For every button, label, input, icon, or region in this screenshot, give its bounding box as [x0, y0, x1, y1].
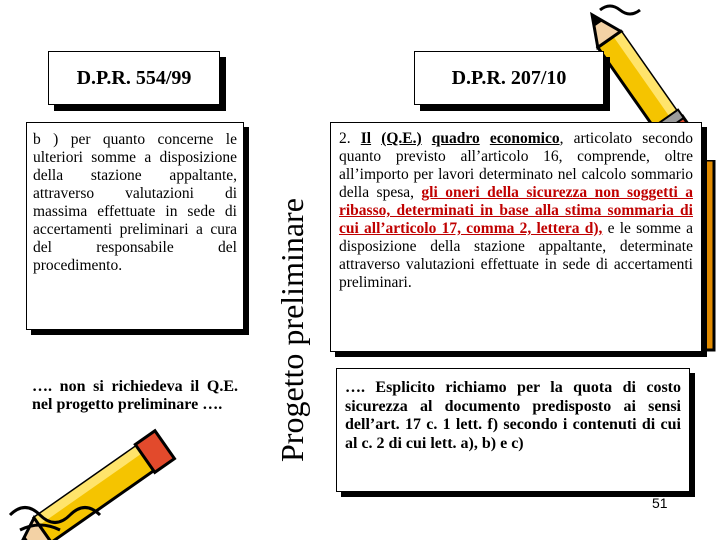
- right-note-box: [336, 368, 690, 492]
- right-title: [414, 51, 604, 105]
- page-number: [652, 495, 668, 511]
- right-text-box: [330, 122, 702, 352]
- right-text-part-7: [480, 130, 490, 147]
- right-title-text: D.P.R. 207/10: [451, 66, 567, 89]
- vertical-section-label: [272, 122, 312, 462]
- right-text-part-5: [422, 130, 432, 147]
- left-note-text: …. non si richiedeva il Q.E. nel progetto preliminare ….: [32, 378, 238, 413]
- vertical-label-text: Progetto preliminare: [274, 198, 310, 462]
- right-text-part-9: , articolato secondo quanto previsto all’articolo 16, comprende, oltre all’importo per lavori determinato nel calcolo sommario della spesa,: [339, 130, 693, 201]
- left-title-text: D.P.R. 554/99: [76, 66, 192, 89]
- right-text-part-6: quadro: [431, 130, 480, 147]
- right-text-highlight: gli oneri della sicurezza non soggetti a ribasso, determinati in base alla stima sommaria di cui all’articolo 17, comma 2, lettera d),: [339, 184, 693, 237]
- left-note: [26, 370, 244, 422]
- right-note-text: …. Esplicito richiamo per la quota di costo sicurezza al documento predisposto ai sensi dell’art. 17 c. 1 lett. f) secondo i contenuti di cui al c. 2 di cui lett. a), b) e c): [345, 379, 681, 452]
- right-text-part-11: e le somme a disposizione della stazione appaltante, determinate attraverso valutazioni effettuate in sede di accertamenti preliminari.: [339, 220, 693, 291]
- left-text-box: [26, 122, 244, 330]
- left-box-text: b ) per quanto concerne le ulteriori somme a disposizione della stazione appaltante, attraverso valutazioni di massima effettuate in sede di accertamenti preliminari a cura del responsabile del procedimento.: [33, 131, 237, 274]
- right-text-part-4: (Q.E.): [381, 130, 422, 147]
- left-title: [48, 51, 220, 105]
- right-text-part-8: economico: [489, 130, 560, 147]
- right-text-part-1: 2.: [339, 130, 361, 147]
- pencil-clipart-bottom-left: [0, 420, 210, 540]
- right-text-part-3: [371, 130, 381, 147]
- page-number-text: 51: [652, 495, 668, 511]
- right-text-part-2: Il: [360, 130, 372, 147]
